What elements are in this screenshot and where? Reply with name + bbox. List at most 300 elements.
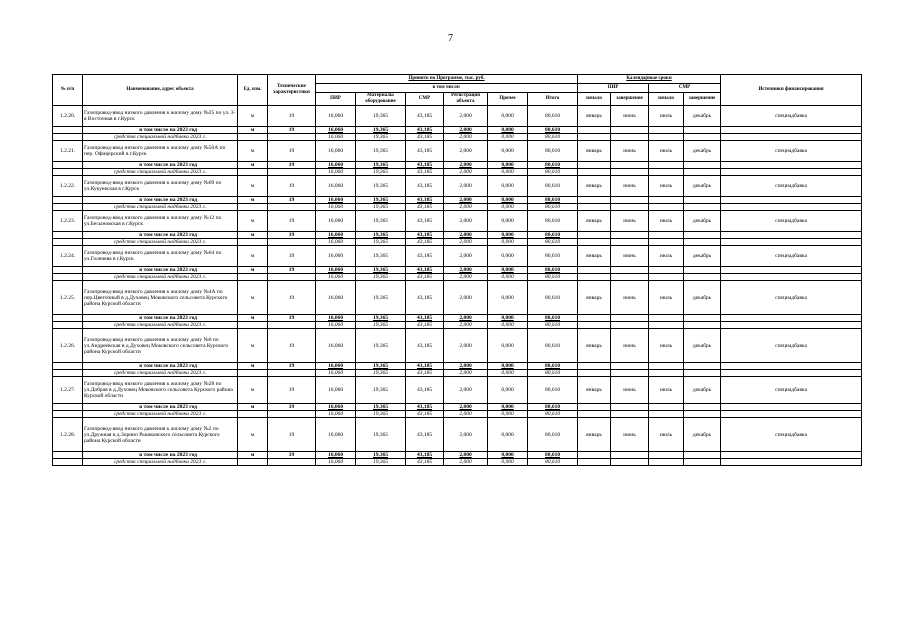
special-fund-label: средства специальной надбавки 2023 г. xyxy=(83,239,238,246)
subtotal-total: 80,610 xyxy=(528,404,578,411)
tech-cell: 19 xyxy=(268,315,316,322)
empty-cell xyxy=(649,459,684,466)
special-fund-label: средства специальной надбавки 2023 г. xyxy=(83,274,238,281)
special-total: 80,610 xyxy=(528,239,578,246)
special-fund-row xyxy=(53,134,862,141)
subtotal-total: 80,610 xyxy=(528,127,578,134)
tech-cell: 19 xyxy=(268,377,316,404)
subtotal-row xyxy=(53,162,862,169)
cal-smr-start-header: начало xyxy=(649,93,684,106)
value-materials: 19,365 xyxy=(356,329,406,363)
value-materials: 19,365 xyxy=(356,141,406,162)
object-name: Газопровод-ввод низкого давления к жилому дому №25 по ул. 3-я Восточная в г.Курск xyxy=(83,106,238,127)
pir-start: январь xyxy=(578,329,611,363)
empty-cell xyxy=(684,239,721,246)
col-registration-header: Регистрация объекта xyxy=(444,93,488,106)
empty-cell xyxy=(53,404,83,411)
value-total: 80,610 xyxy=(528,329,578,363)
unit-cell: м xyxy=(238,162,268,169)
subtotal-label: в том числе на 2023 год xyxy=(83,197,238,204)
value-pir: 16,060 xyxy=(316,141,356,162)
subtotal-row xyxy=(53,404,862,411)
subtotal-total: 80,610 xyxy=(528,363,578,370)
special-fund-label: средства специальной надбавки 2023 г. xyxy=(83,169,238,176)
special-total: 80,610 xyxy=(528,274,578,281)
empty-cell xyxy=(721,411,862,418)
subtotal-row xyxy=(53,127,862,134)
empty-cell xyxy=(649,322,684,329)
special-other: 0,000 xyxy=(488,169,528,176)
col-name-header: Наименование, адрес объекта xyxy=(83,75,238,106)
special-total: 80,610 xyxy=(528,411,578,418)
special-smr: 43,185 xyxy=(406,411,444,418)
subtotal-pir: 16,060 xyxy=(316,452,356,459)
row-number: 1.2.22. xyxy=(53,176,83,197)
col-incl-header: в том числе: xyxy=(316,84,578,93)
subtotal-total: 80,610 xyxy=(528,452,578,459)
unit-cell: м xyxy=(238,452,268,459)
subtotal-smr: 43,185 xyxy=(406,363,444,370)
empty-cell xyxy=(611,232,649,239)
empty-cell xyxy=(578,204,611,211)
empty-cell xyxy=(53,452,83,459)
empty-cell xyxy=(649,452,684,459)
special-fund-row xyxy=(53,322,862,329)
empty-cell xyxy=(578,452,611,459)
empty-cell xyxy=(611,322,649,329)
object-name: Газопровод-ввод низкого давления к жилому дому №64 по ул.Голенева в г.Курск xyxy=(83,246,238,267)
cal-smr-end-header: завершение xyxy=(684,93,721,106)
unit-cell: м xyxy=(238,246,268,267)
empty-cell xyxy=(649,404,684,411)
empty-cell xyxy=(649,197,684,204)
tech-cell: 19 xyxy=(268,363,316,370)
col-materials-header: Материалы оборудование xyxy=(356,93,406,106)
empty-cell xyxy=(53,315,83,322)
empty-cell xyxy=(684,267,721,274)
empty-cell xyxy=(578,127,611,134)
empty-cell xyxy=(611,162,649,169)
unit-cell: м xyxy=(238,315,268,322)
empty-cell xyxy=(721,162,862,169)
value-materials: 19,365 xyxy=(356,106,406,127)
unit-cell: м xyxy=(238,329,268,363)
subtotal-smr: 43,185 xyxy=(406,127,444,134)
value-materials: 19,365 xyxy=(356,418,406,452)
value-smr: 43,185 xyxy=(406,176,444,197)
special-smr: 43,185 xyxy=(406,134,444,141)
value-registration: 2,000 xyxy=(444,246,488,267)
special-registration: 2,000 xyxy=(444,239,488,246)
empty-cell xyxy=(53,411,83,418)
subtotal-materials: 19,365 xyxy=(356,452,406,459)
subtotal-materials: 19,365 xyxy=(356,363,406,370)
value-registration: 2,000 xyxy=(444,329,488,363)
value-materials: 19,365 xyxy=(356,211,406,232)
value-pir: 16,060 xyxy=(316,418,356,452)
empty-cell xyxy=(268,169,316,176)
empty-cell xyxy=(721,322,862,329)
subtotal-pir: 16,060 xyxy=(316,197,356,204)
empty-cell xyxy=(721,459,862,466)
page-number: 7 xyxy=(448,33,453,44)
col-accepted-header: Принято по Программе, тыс. руб. xyxy=(316,75,578,84)
special-materials: 19,365 xyxy=(356,322,406,329)
special-smr: 43,185 xyxy=(406,274,444,281)
value-registration: 2,000 xyxy=(444,141,488,162)
empty-cell xyxy=(611,370,649,377)
value-other: 0,000 xyxy=(488,211,528,232)
value-other: 0,000 xyxy=(488,329,528,363)
tech-cell: 19 xyxy=(268,418,316,452)
special-other: 0,000 xyxy=(488,370,528,377)
subtotal-other: 0,000 xyxy=(488,197,528,204)
unit-cell: м xyxy=(238,176,268,197)
value-materials: 19,365 xyxy=(356,176,406,197)
subtotal-total: 80,610 xyxy=(528,232,578,239)
empty-cell xyxy=(684,363,721,370)
special-registration: 2,000 xyxy=(444,204,488,211)
empty-cell xyxy=(53,459,83,466)
row-number: 1.2.23. xyxy=(53,211,83,232)
special-pir: 16,060 xyxy=(316,134,356,141)
empty-cell xyxy=(649,315,684,322)
empty-cell xyxy=(578,370,611,377)
unit-cell: м xyxy=(238,197,268,204)
tech-cell: 19 xyxy=(268,329,316,363)
empty-cell xyxy=(238,134,268,141)
subtotal-pir: 16,060 xyxy=(316,127,356,134)
subtotal-registration: 2,000 xyxy=(444,404,488,411)
empty-cell xyxy=(238,274,268,281)
empty-cell xyxy=(53,363,83,370)
empty-cell xyxy=(684,274,721,281)
subtotal-row xyxy=(53,197,862,204)
special-total: 80,610 xyxy=(528,322,578,329)
pir-start: январь xyxy=(578,281,611,315)
program-table xyxy=(52,74,862,466)
empty-cell xyxy=(268,239,316,246)
empty-cell xyxy=(578,459,611,466)
unit-cell: м xyxy=(238,106,268,127)
subtotal-materials: 19,365 xyxy=(356,315,406,322)
special-registration: 2,000 xyxy=(444,169,488,176)
empty-cell xyxy=(721,274,862,281)
subtotal-other: 0,000 xyxy=(488,232,528,239)
special-registration: 2,000 xyxy=(444,134,488,141)
empty-cell xyxy=(649,232,684,239)
empty-cell xyxy=(238,169,268,176)
col-source-header: Источники финансирования xyxy=(721,75,862,106)
empty-cell xyxy=(649,162,684,169)
empty-cell xyxy=(268,370,316,377)
special-total: 80,610 xyxy=(528,370,578,377)
tech-cell: 19 xyxy=(268,127,316,134)
empty-cell xyxy=(268,274,316,281)
empty-cell xyxy=(611,169,649,176)
pir-start: январь xyxy=(578,141,611,162)
subtotal-pir: 16,060 xyxy=(316,232,356,239)
special-smr: 43,185 xyxy=(406,204,444,211)
value-pir: 16,060 xyxy=(316,211,356,232)
subtotal-total: 80,610 xyxy=(528,162,578,169)
col-smr-header: СМР xyxy=(406,93,444,106)
tech-cell: 19 xyxy=(268,267,316,274)
unit-cell: м xyxy=(238,211,268,232)
subtotal-materials: 19,365 xyxy=(356,267,406,274)
empty-cell xyxy=(611,459,649,466)
special-fund-label: средства специальной надбавки 2023 г. xyxy=(83,459,238,466)
empty-cell xyxy=(721,363,862,370)
subtotal-registration: 2,000 xyxy=(444,315,488,322)
empty-cell xyxy=(578,232,611,239)
row-number: 1.2.28. xyxy=(53,418,83,452)
object-name: Газопровод-ввод низкого давления к жилому дому №50А по пер. Офицерский в г.Курск xyxy=(83,141,238,162)
subtotal-pir: 16,060 xyxy=(316,267,356,274)
special-other: 0,000 xyxy=(488,239,528,246)
subtotal-pir: 16,060 xyxy=(316,315,356,322)
empty-cell xyxy=(578,411,611,418)
empty-cell xyxy=(578,162,611,169)
source-cell: спецнадбавка xyxy=(721,281,862,315)
subtotal-registration: 2,000 xyxy=(444,452,488,459)
empty-cell xyxy=(578,315,611,322)
subtotal-label: в том числе на 2023 год xyxy=(83,404,238,411)
value-smr: 43,185 xyxy=(406,329,444,363)
empty-cell xyxy=(268,322,316,329)
special-fund-label: средства специальной надбавки 2023 г. xyxy=(83,204,238,211)
empty-cell xyxy=(684,315,721,322)
subtotal-smr: 43,185 xyxy=(406,404,444,411)
value-total: 80,610 xyxy=(528,176,578,197)
value-other: 0,000 xyxy=(488,246,528,267)
subtotal-smr: 43,185 xyxy=(406,452,444,459)
subtotal-label: в том числе на 2023 год xyxy=(83,267,238,274)
object-name: Газопровод-ввод низкого давления к жилому дому №6 по ул.Андреевская в д.Духовец Моковского сельсовета Курского района Курской области xyxy=(83,329,238,363)
empty-cell xyxy=(649,127,684,134)
col-num-header: № п/п xyxy=(53,75,83,106)
table-row xyxy=(53,176,862,197)
empty-cell xyxy=(53,274,83,281)
value-pir: 16,060 xyxy=(316,329,356,363)
tech-cell: 19 xyxy=(268,452,316,459)
special-total: 80,610 xyxy=(528,134,578,141)
source-cell: спецнадбавка xyxy=(721,377,862,404)
object-name: Газопровод-ввод низкого давления к жилому дому №69 по ул.Кукуевская в г.Курск xyxy=(83,176,238,197)
special-fund-label: средства специальной надбавки 2023 г. xyxy=(83,411,238,418)
value-materials: 19,365 xyxy=(356,377,406,404)
special-materials: 19,365 xyxy=(356,370,406,377)
empty-cell xyxy=(721,370,862,377)
tech-cell: 19 xyxy=(268,404,316,411)
row-number: 1.2.21. xyxy=(53,141,83,162)
empty-cell xyxy=(53,197,83,204)
value-pir: 16,060 xyxy=(316,106,356,127)
pir-start: январь xyxy=(578,106,611,127)
subtotal-materials: 19,365 xyxy=(356,232,406,239)
col-other-header: Прочее xyxy=(488,93,528,106)
special-materials: 19,365 xyxy=(356,169,406,176)
subtotal-registration: 2,000 xyxy=(444,127,488,134)
empty-cell xyxy=(268,411,316,418)
empty-cell xyxy=(721,197,862,204)
smr-start: июль xyxy=(649,176,684,197)
empty-cell xyxy=(578,363,611,370)
subtotal-row xyxy=(53,315,862,322)
table-body xyxy=(53,106,862,466)
empty-cell xyxy=(684,162,721,169)
special-other: 0,000 xyxy=(488,322,528,329)
special-pir: 16,060 xyxy=(316,370,356,377)
value-other: 0,000 xyxy=(488,176,528,197)
subtotal-smr: 43,185 xyxy=(406,267,444,274)
special-fund-row xyxy=(53,459,862,466)
special-other: 0,000 xyxy=(488,134,528,141)
empty-cell xyxy=(684,232,721,239)
source-cell: спецнадбавка xyxy=(721,141,862,162)
empty-cell xyxy=(53,162,83,169)
special-registration: 2,000 xyxy=(444,274,488,281)
empty-cell xyxy=(611,452,649,459)
value-pir: 16,060 xyxy=(316,281,356,315)
empty-cell xyxy=(53,169,83,176)
empty-cell xyxy=(611,363,649,370)
empty-cell xyxy=(611,239,649,246)
special-materials: 19,365 xyxy=(356,239,406,246)
subtotal-row xyxy=(53,232,862,239)
empty-cell xyxy=(611,134,649,141)
empty-cell xyxy=(649,204,684,211)
special-other: 0,000 xyxy=(488,411,528,418)
col-unit-header: Ед. изм. xyxy=(238,75,268,106)
value-pir: 16,060 xyxy=(316,246,356,267)
empty-cell xyxy=(684,452,721,459)
value-smr: 43,185 xyxy=(406,141,444,162)
special-materials: 19,365 xyxy=(356,411,406,418)
special-pir: 16,060 xyxy=(316,204,356,211)
smr-end: декабрь xyxy=(684,246,721,267)
value-other: 0,000 xyxy=(488,377,528,404)
empty-cell xyxy=(649,134,684,141)
special-smr: 43,185 xyxy=(406,322,444,329)
smr-start: июль xyxy=(649,211,684,232)
special-registration: 2,000 xyxy=(444,370,488,377)
empty-cell xyxy=(611,411,649,418)
subtotal-row xyxy=(53,452,862,459)
table-row xyxy=(53,418,862,452)
subtotal-materials: 19,365 xyxy=(356,197,406,204)
subtotal-label: в том числе на 2023 год xyxy=(83,127,238,134)
value-pir: 16,060 xyxy=(316,176,356,197)
subtotal-label: в том числе на 2023 год xyxy=(83,363,238,370)
empty-cell xyxy=(684,370,721,377)
unit-cell: м xyxy=(238,404,268,411)
special-registration: 2,000 xyxy=(444,411,488,418)
value-other: 0,000 xyxy=(488,106,528,127)
special-materials: 19,365 xyxy=(356,274,406,281)
object-name: Газопровод-ввод низкого давления к жилому дому №2 по ул.Дружная в д.Зорино Рышковского сельсовета Курского района Курской области xyxy=(83,418,238,452)
pir-end: июнь xyxy=(611,281,649,315)
smr-end: декабрь xyxy=(684,418,721,452)
value-total: 80,610 xyxy=(528,418,578,452)
subtotal-smr: 43,185 xyxy=(406,197,444,204)
empty-cell xyxy=(238,411,268,418)
value-other: 0,000 xyxy=(488,418,528,452)
empty-cell xyxy=(684,127,721,134)
col-total-header: Итого xyxy=(528,93,578,106)
empty-cell xyxy=(238,204,268,211)
pir-end: июнь xyxy=(611,141,649,162)
special-pir: 16,060 xyxy=(316,322,356,329)
special-smr: 43,185 xyxy=(406,239,444,246)
empty-cell xyxy=(268,134,316,141)
col-calendar-header: Календарные сроки xyxy=(578,75,721,84)
pir-start: январь xyxy=(578,211,611,232)
subtotal-total: 80,610 xyxy=(528,315,578,322)
source-cell: спецнадбавка xyxy=(721,418,862,452)
value-registration: 2,000 xyxy=(444,377,488,404)
special-total: 80,610 xyxy=(528,459,578,466)
special-fund-row xyxy=(53,274,862,281)
empty-cell xyxy=(649,267,684,274)
empty-cell xyxy=(611,127,649,134)
smr-end: декабрь xyxy=(684,141,721,162)
table-header xyxy=(53,75,862,106)
cal-pir-header: ПИР xyxy=(578,84,649,93)
value-total: 80,610 xyxy=(528,246,578,267)
empty-cell xyxy=(684,134,721,141)
subtotal-row xyxy=(53,267,862,274)
object-name: Газопровод-ввод низкого давления к жилому дому №12 по ул.Бесыновская в г.Курск xyxy=(83,211,238,232)
subtotal-total: 80,610 xyxy=(528,267,578,274)
unit-cell: м xyxy=(238,232,268,239)
empty-cell xyxy=(611,274,649,281)
subtotal-other: 0,000 xyxy=(488,127,528,134)
empty-cell xyxy=(238,459,268,466)
special-fund-row xyxy=(53,239,862,246)
empty-cell xyxy=(53,134,83,141)
value-pir: 16,060 xyxy=(316,377,356,404)
smr-start: июль xyxy=(649,281,684,315)
pir-end: июнь xyxy=(611,211,649,232)
empty-cell xyxy=(611,315,649,322)
unit-cell: м xyxy=(238,267,268,274)
smr-start: июль xyxy=(649,329,684,363)
empty-cell xyxy=(684,404,721,411)
empty-cell xyxy=(578,169,611,176)
empty-cell xyxy=(721,232,862,239)
empty-cell xyxy=(238,322,268,329)
unit-cell: м xyxy=(238,377,268,404)
empty-cell xyxy=(649,370,684,377)
row-number: 1.2.26. xyxy=(53,329,83,363)
value-materials: 19,365 xyxy=(356,246,406,267)
pir-end: июнь xyxy=(611,329,649,363)
special-other: 0,000 xyxy=(488,274,528,281)
subtotal-registration: 2,000 xyxy=(444,162,488,169)
cal-pir-start-header: начало xyxy=(578,93,611,106)
object-name: Газопровод-ввод низкого давления к жилому дому №28 по ул.Добрая в д.Духовец Моковского сельсовета Курского района Курской области xyxy=(83,377,238,404)
empty-cell xyxy=(684,411,721,418)
empty-cell xyxy=(611,204,649,211)
tech-cell: 19 xyxy=(268,211,316,232)
smr-start: июль xyxy=(649,377,684,404)
value-total: 80,610 xyxy=(528,211,578,232)
empty-cell xyxy=(649,274,684,281)
col-tech-header: Технические характеристики xyxy=(268,75,316,106)
value-registration: 2,000 xyxy=(444,281,488,315)
empty-cell xyxy=(611,267,649,274)
